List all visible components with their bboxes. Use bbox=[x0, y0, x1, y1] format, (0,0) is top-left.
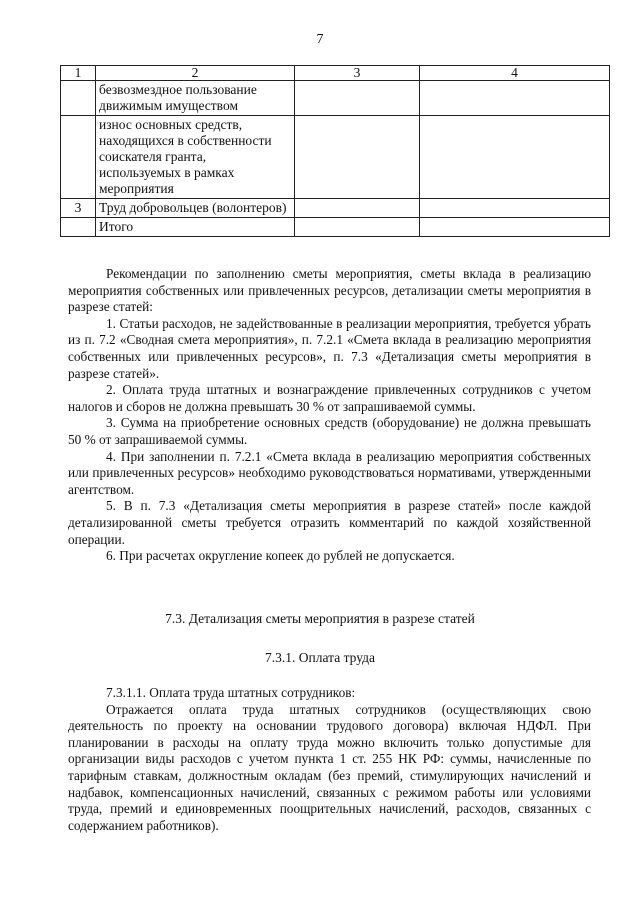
row-number-cell bbox=[61, 116, 96, 199]
table-row bbox=[61, 81, 610, 116]
row-text-cell: безвозмездное пользование движимым имуществом bbox=[96, 81, 295, 116]
recommendation-item: 6. При расчетах округление копеек до рублей не допускается. bbox=[106, 548, 455, 564]
header-cell: 2 bbox=[96, 66, 295, 81]
empty-cell bbox=[295, 199, 420, 218]
subsection-title: 7.3.1. Оплата труда bbox=[265, 650, 375, 665]
table-row bbox=[61, 199, 610, 218]
page-number: 7 bbox=[316, 32, 324, 47]
recommendation-item: 1. Статьи расходов, не задействованные в реализации мероприятия, требуется убрать из п. 7.2 «Сводная смета мероприятия», п. 7.2.1 «Смета вклада в реализацию мероприятия собственных или привлеченных ресурсов», п. 7.3 «Детализация сметы мероприятия в разрезе статей». bbox=[68, 315, 591, 381]
recommendation-item: 3. Сумма на приобретение основных средств (оборудование) не должна превышать 50 % от запрашиваемой суммы. bbox=[68, 415, 591, 447]
row-text-cell: Труд добровольцев (волонтеров) bbox=[96, 199, 295, 218]
row-number-cell bbox=[61, 218, 96, 237]
table-row-total bbox=[61, 218, 610, 237]
row-number-cell bbox=[61, 81, 96, 116]
section-title: 7.3. Детализация сметы мероприятия в разрезе статей bbox=[165, 611, 475, 626]
item-heading: 7.3.1.1. Оплата труда штатных сотрудников: bbox=[106, 685, 356, 700]
table-header-row bbox=[61, 66, 610, 81]
empty-cell bbox=[295, 81, 420, 116]
row-number-cell: 3 bbox=[61, 199, 96, 218]
empty-cell bbox=[420, 116, 610, 199]
recommendation-item: 2. Оплата труда штатных и вознаграждение привлеченных сотрудников с учетом налогов и сборов не должна превышать 30 % от запрашиваемой суммы. bbox=[68, 382, 591, 414]
header-cell: 3 bbox=[295, 66, 420, 81]
item-text: Отражается оплата труда штатных сотрудников (осуществляющих свою деятельность по проекту на основании трудового договора) включая НДФЛ. При планировании в расходы на оплату труда можно включить только допустимые для организации виды расходов с учетом пункта 1 ст. 255 НК РФ: суммы, начисленные по тарифным ставкам, должностным окладам (без премий, стимулирующих начислений и надбавок, компенсационных начислений, связанных с режимом работы или условиями труда, премий и единовременных поощрительных начислений, расходов, связанных с содержанием работников). bbox=[68, 701, 591, 833]
item-block bbox=[68, 685, 591, 834]
table-row bbox=[61, 116, 610, 199]
row-text-cell: износ основных средств, находящихся в собственности соискателя гранта, используемых в рамках мероприятия bbox=[96, 116, 295, 199]
empty-cell bbox=[420, 81, 610, 116]
empty-cell bbox=[295, 116, 420, 199]
empty-cell bbox=[420, 218, 610, 237]
estimate-table bbox=[60, 65, 610, 237]
row-text-cell: Итого bbox=[96, 218, 295, 237]
empty-cell bbox=[295, 218, 420, 237]
header-cell: 4 bbox=[420, 66, 610, 81]
empty-cell bbox=[420, 199, 610, 218]
recommendation-item: 5. В п. 7.3 «Детализация сметы мероприятия в разрезе статей» после каждой детализированной сметы требуется отразить комментарий по каждой хозяйственной операции. bbox=[68, 498, 591, 547]
recommendations-intro: Рекомендации по заполнению сметы мероприятия, сметы вклада в реализацию мероприятия собственных или привлеченных ресурсов, детализации сметы мероприятия в разрезе статей: bbox=[68, 266, 591, 315]
recommendations-block bbox=[68, 266, 591, 565]
header-cell: 1 bbox=[61, 66, 96, 81]
recommendation-item: 4. При заполнении п. 7.2.1 «Смета вклада в реализацию мероприятия собственных или привлеченных ресурсов» необходимо руководствоваться нормативами, утвержденными агентством. bbox=[68, 448, 591, 497]
